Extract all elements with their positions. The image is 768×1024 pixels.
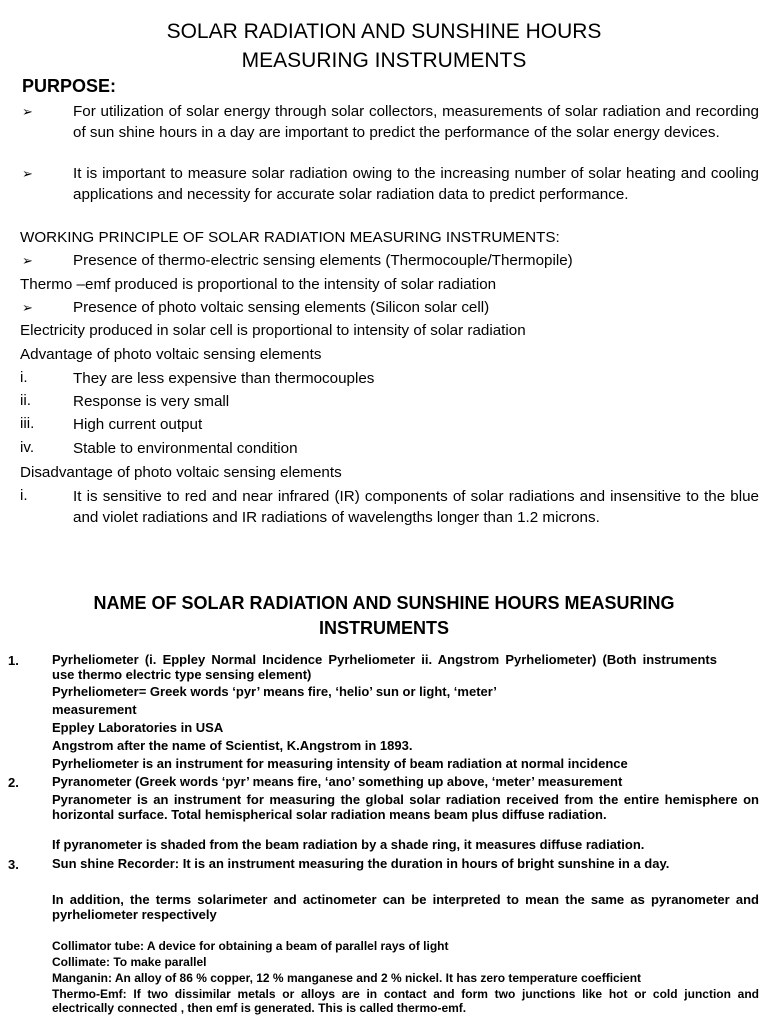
page-title-line-1: SOLAR RADIATION AND SUNSHINE HOURS (166, 20, 602, 43)
electricity-line: Electricity produced in solar cell is proportional to intensity of solar radiation (20, 322, 526, 339)
advantage-num-3: iii. (20, 415, 35, 432)
arrow-bullet-icon: ➢ (22, 104, 33, 119)
glossary-collimate: Collimate: To make parallel (52, 955, 207, 969)
disadvantage-item-1: It is sensitive to red and near infrared (IR) components of solar radiations and insensitive to the blue and violet radiations and IR radiations of wavelengths longer than 1.2 microns. (73, 488, 759, 526)
glossary-thermo-emf: Thermo-Emf: If two dissimilar metals or alloys are in contact and form two junctions like hot or cold junction and electrically connected , then emf is generated. This is called thermo-emf. (52, 987, 759, 1015)
pyrheliometer-greek-line-1: Pyrheliometer= Greek words ‘pyr’ means fire, ‘helio’ sun or light, ‘meter’ (52, 684, 497, 699)
disadvantage-num-1: i. (20, 487, 28, 504)
glossary-collimator-tube: Collimator tube: A device for obtaining a beam of parallel rays of light (52, 939, 449, 953)
item-num-2: 2. (8, 775, 19, 790)
advantage-item-3: High current output (73, 416, 203, 433)
page-title-line-2: MEASURING INSTRUMENTS (241, 49, 527, 72)
advantage-item-4: Stable to environmental condition (73, 440, 298, 457)
pyranometer-shaded-line: If pyranometer is shaded from the beam radiation by a shade ring, it measures diffuse radiation. (52, 837, 645, 852)
advantage-num-2: ii. (20, 392, 31, 409)
purpose-heading: PURPOSE: (22, 76, 117, 96)
eppley-line: Eppley Laboratories in USA (52, 720, 224, 735)
arrow-bullet-icon: ➢ (22, 166, 33, 181)
advantage-item-1: They are less expensive than thermocouples (73, 370, 375, 387)
names-heading-line-2: INSTRUMENTS (319, 618, 449, 638)
thermo-emf-line: Thermo –emf produced is proportional to the intensity of solar radiation (20, 276, 497, 293)
item-pyranometer: Pyranometer (Greek words ‘pyr’ means fire, ‘ano’ something up above, ‘meter’ measurement (52, 774, 623, 789)
purpose-bullet-2: It is important to measure solar radiation owing to the increasing number of solar heating and cooling applications and necessity for accurate solar radiation data to predict performance. (73, 165, 759, 203)
item-sunshine-recorder: Sun shine Recorder: It is an instrument measuring the duration in hours of bright sunshine in a day. (52, 856, 670, 871)
glossary-manganin: Manganin: An alloy of 86 % copper, 12 % manganese and 2 % nickel. It has zero temperature coefficient (52, 971, 642, 985)
arrow-bullet-icon: ➢ (22, 253, 33, 268)
disadvantage-heading: Disadvantage of photo voltaic sensing elements (20, 464, 342, 481)
working-bullet-pv: Presence of photo voltaic sensing elements (Silicon solar cell) (73, 299, 490, 316)
pyranometer-definition: Pyranometer is an instrument for measuring the global solar radiation received from the entire hemisphere on horizontal surface. Total hemispherical solar radiation means beam plus diffuse radiation. (52, 792, 759, 822)
pyrheliometer-greek-line-2: measurement (52, 702, 137, 717)
advantage-num-4: iv. (20, 439, 35, 456)
names-heading-line-1: NAME OF SOLAR RADIATION AND SUNSHINE HOURS MEASURING (93, 593, 675, 613)
advantage-item-2: Response is very small (73, 393, 230, 410)
item-pyrheliometer: Pyrheliometer (i. Eppley Normal Incidence Pyrheliometer ii. Angstrom Pyrheliometer) (Both instruments use thermo electric type sensing element) (52, 652, 717, 682)
working-heading: WORKING PRINCIPLE OF SOLAR RADIATION MEASURING INSTRUMENTS: (20, 229, 560, 246)
item-num-1: 1. (8, 653, 19, 668)
advantage-num-1: i. (20, 369, 28, 386)
arrow-bullet-icon: ➢ (22, 300, 33, 315)
addition-paragraph: In addition, the terms solarimeter and actinometer can be interpreted to mean the same as pyranometer and pyrheliometer respectively (52, 892, 759, 922)
item-num-3: 3. (8, 857, 19, 872)
angstrom-line: Angstrom after the name of Scientist, K.Angstrom in 1893. (52, 738, 413, 753)
purpose-bullet-1: For utilization of solar energy through solar collectors, measurements of solar radiation and recording of sun shine hours in a day are important to predict the performance of the solar energy devices. (73, 103, 759, 141)
working-bullet-thermo: Presence of thermo-electric sensing elements (Thermocouple/Thermopile) (73, 252, 573, 269)
pyrheliometer-definition: Pyrheliometer is an instrument for measuring intensity of beam radiation at normal incidence (52, 756, 628, 771)
advantage-heading: Advantage of photo voltaic sensing elements (20, 346, 322, 363)
